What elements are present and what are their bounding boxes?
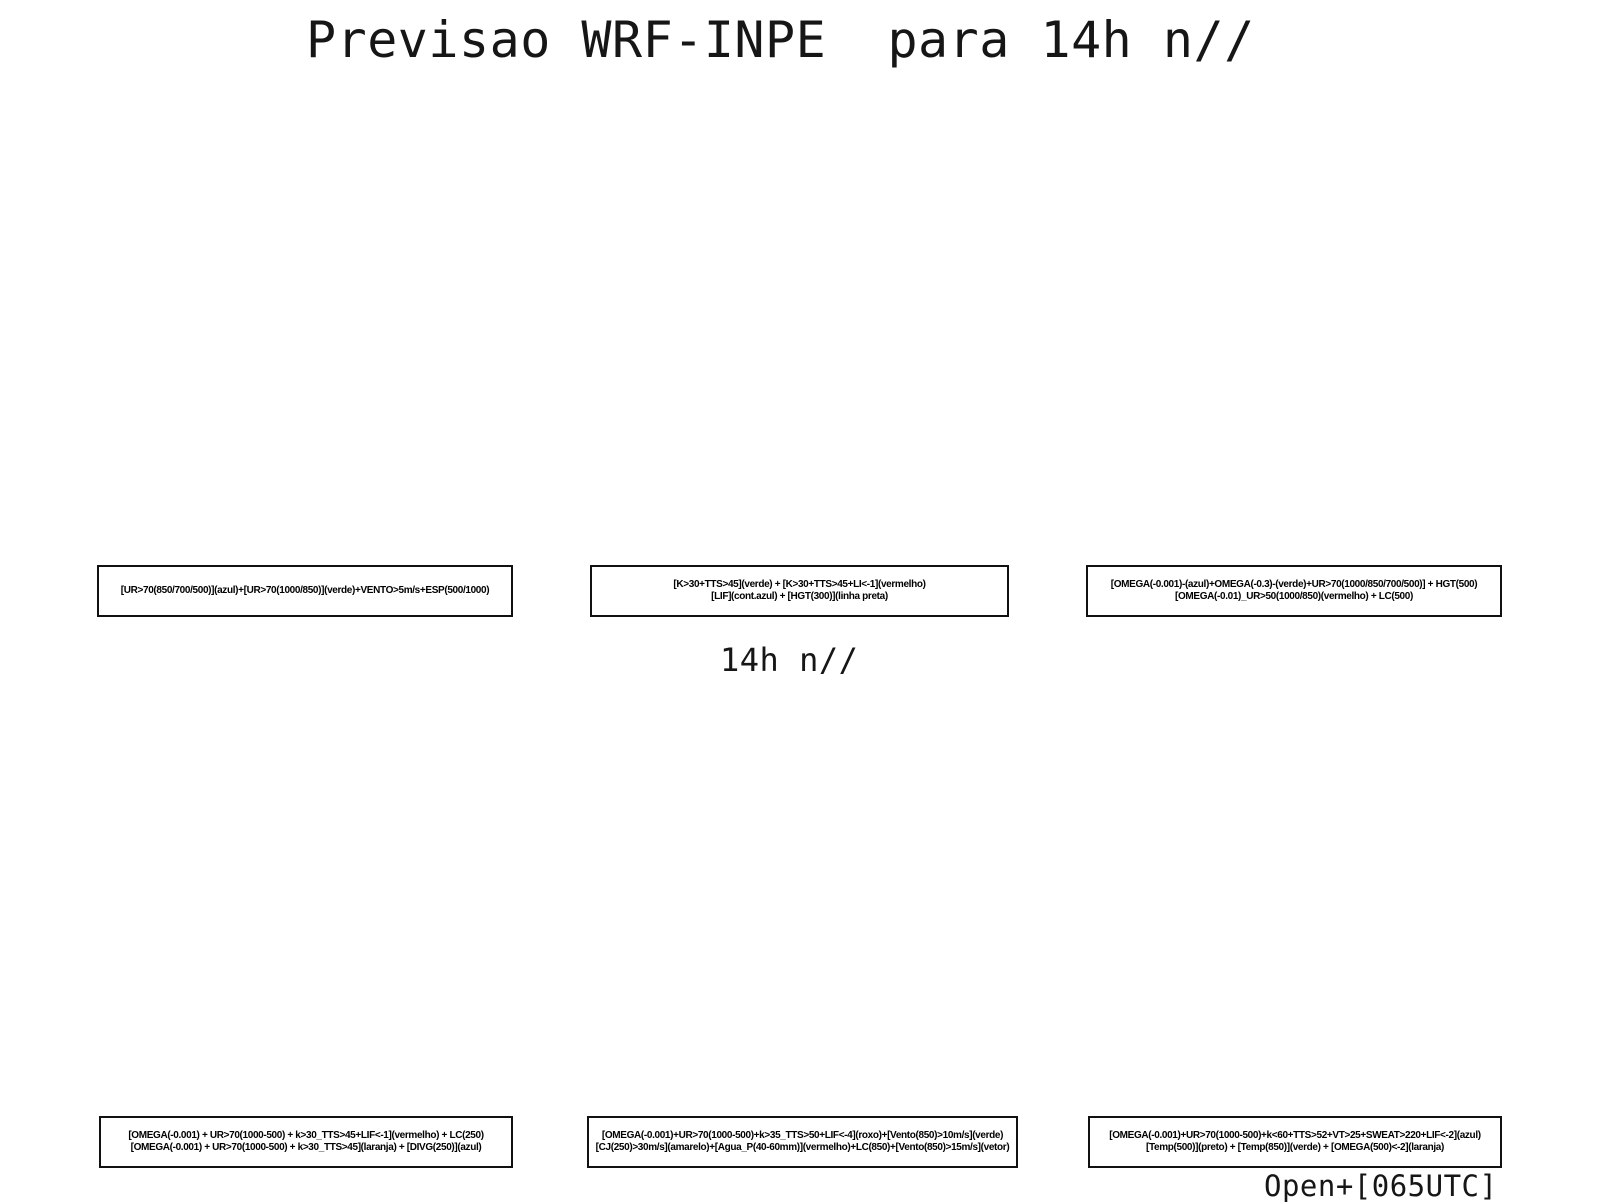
caption-line: [CJ(250)>30m/s](amarelo)+[Agua_P(40-60mm)](vermelho)+LC(850)+[Vento(850)>15m/s](vetor) (595, 1142, 1010, 1153)
caption-line: [OMEGA(-0.001)+UR>70(1000-500)+k>35_TTS>50+LIF<-4](roxo)+[Vento(850)>10m/s](verde) (601, 1129, 1004, 1141)
caption-line: [Temp(500)](preto) + [Temp(850)](verde) + [OMEGA(500)<-2](laranja) (1146, 1142, 1444, 1153)
caption-line: [OMEGA(-0.001)+UR>70(1000-500)+k<60+TTS>52+VT>25+SWEAT>220+LIF<-2](azul) (1109, 1129, 1481, 1141)
caption-line: [OMEGA(-0.001)-(azul)+OMEGA(-0.3)-(verde)+UR>70(1000/850/700/500)] + HGT(500) (1110, 578, 1478, 590)
panel-caption-box-top-left (97, 565, 513, 617)
caption-line: [OMEGA(-0.001) + UR>70(1000-500) + k>30_TTS>45](laranja) + [DIVG(250)](azul) (130, 1142, 482, 1153)
panel-caption-box-bottom-right (1088, 1116, 1502, 1168)
caption-line: [LIF](cont.azul) + [HGT(300)](linha preta) (711, 591, 888, 602)
caption-line: [K>30+TTS>45](verde) + [K>30+TTS>45+LI<-1](vermelho) (673, 578, 926, 590)
panel-caption-box-top-middle (590, 565, 1009, 617)
footer-run-label: Open+[065UTC] (1264, 1169, 1498, 1203)
caption-line: [OMEGA(-0.001) + UR>70(1000-500) + k>30_TTS>45+LIF<-1](vermelho) + LC(250) (128, 1129, 484, 1141)
page-title: Previsao WRF-INPE para 14h n// (306, 11, 1255, 69)
panel-caption-box-bottom-middle (587, 1116, 1018, 1168)
mid-time-label: 14h n// (720, 641, 859, 679)
caption-line: [OMEGA(-0.01)_UR>50(1000/850)(vermelho) + LC(500) (1175, 591, 1413, 602)
panel-caption-box-bottom-left (99, 1116, 513, 1168)
panel-caption-box-top-right (1086, 565, 1502, 617)
caption-line: [UR>70(850/700/500)](azul)+[UR>70(1000/850)](verde)+VENTO>5m/s+ESP(500/1000) (120, 584, 490, 596)
